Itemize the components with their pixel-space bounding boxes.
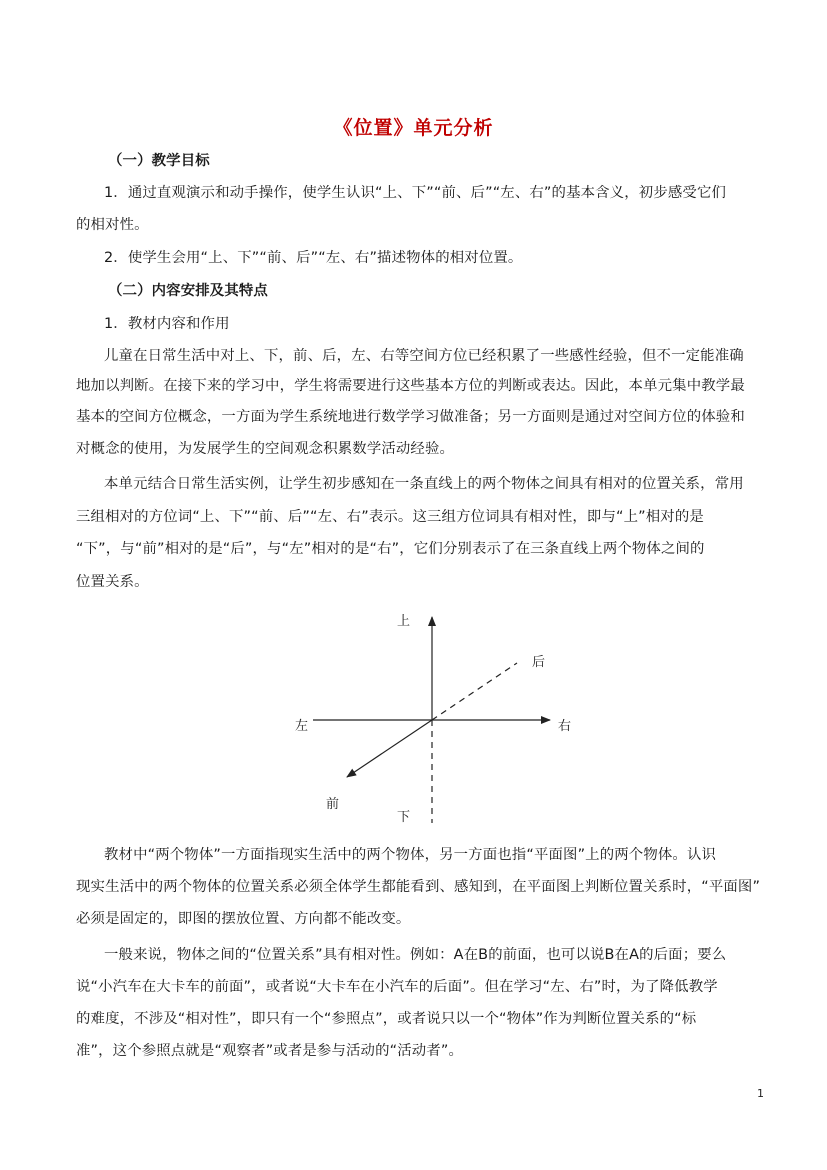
- paragraph-line: 儿童在日常生活中对上、下，前、后，左、右等空间方位已经积累了一些感性经验，但不一定能准确: [104, 348, 744, 364]
- section-heading-content: （二）内容安排及其特点: [108, 283, 268, 299]
- paragraph-line: “下”，与“前”相对的是“后”，与“左”相对的是“右”，它们分别表示了在三条直线上两个物体之间的: [76, 541, 705, 557]
- page-title: 《位置》单元分析: [333, 117, 494, 139]
- paragraph-line: 现实生活中的两个物体的位置关系必须全体学生都能看到、感知到，在平面图上判断位置关系时，“平面图”: [76, 879, 761, 895]
- paragraph-line: 的难度，不涉及“相对性”，即只有一个“参照点”，或者说只以一个“物体”作为判断位置关系的“标: [76, 1011, 697, 1027]
- label-down: 下: [397, 810, 411, 825]
- section-heading-objectives: （一）教学目标: [108, 153, 210, 169]
- paragraph-line: 地加以判断。在接下来的学习中，学生将需要进行这些基本方位的判断或表达。因此，本单元集中教学最: [76, 378, 745, 394]
- paragraph-line: 的相对性。: [76, 217, 149, 233]
- paragraph-line: 对概念的使用，为发展学生的空间观念积累数学活动经验。: [76, 441, 455, 457]
- front-axis: [347, 720, 432, 777]
- paragraph-line: 1．通过直观演示和动手操作，使学生认识“上、下”“前、后”“左、右”的基本含义，初步感受它们: [104, 185, 727, 201]
- paragraph-line: 准”，这个参照点就是“观察者”或者是参与活动的“活动者”。: [76, 1043, 464, 1059]
- paragraph-line: 本单元结合日常生活实例，让学生初步感知在一条直线上的两个物体之间具有相对的位置关系，常用: [104, 476, 744, 492]
- paragraph-line: 教材中“两个物体”一方面指现实生活中的两个物体，另一方面也指“平面图”上的两个物体。认识: [104, 847, 717, 863]
- label-left: 左: [295, 719, 309, 734]
- paragraph-line: 基本的空间方位概念，一方面为学生系统地进行数学学习做准备；另一方面则是通过对空间方位的体验和: [76, 409, 745, 425]
- paragraph-line: 说“小汽车在大卡车的前面”，或者说“大卡车在小汽车的后面”。但在学习“左、右”时，为了降低教学: [76, 979, 718, 995]
- paragraph-line: 2．使学生会用“上、下”“前、后”“左、右”描述物体的相对位置。: [104, 250, 523, 266]
- label-right: 右: [558, 719, 572, 734]
- subsection-heading: 1．教材内容和作用: [104, 316, 230, 332]
- paragraph-line: 一般来说，物体之间的“位置关系”具有相对性。例如：A在B的前面，也可以说B在A的后面；要么: [104, 947, 727, 963]
- paragraph-line: 三组相对的方位词“上、下”“前、后”“左、右”表示。这三组方位词具有相对性，即与“上”相对的是: [76, 509, 704, 525]
- label-up: 上: [397, 614, 411, 629]
- paragraph-line: 必须是固定的，即图的摆放位置、方向都不能改变。: [76, 911, 411, 927]
- page-number: 1: [757, 1087, 764, 1100]
- direction-diagram: [285, 605, 585, 830]
- label-back: 后: [532, 655, 546, 670]
- paragraph-line: 位置关系。: [76, 574, 149, 590]
- back-axis: [432, 663, 517, 720]
- label-front: 前: [326, 797, 340, 812]
